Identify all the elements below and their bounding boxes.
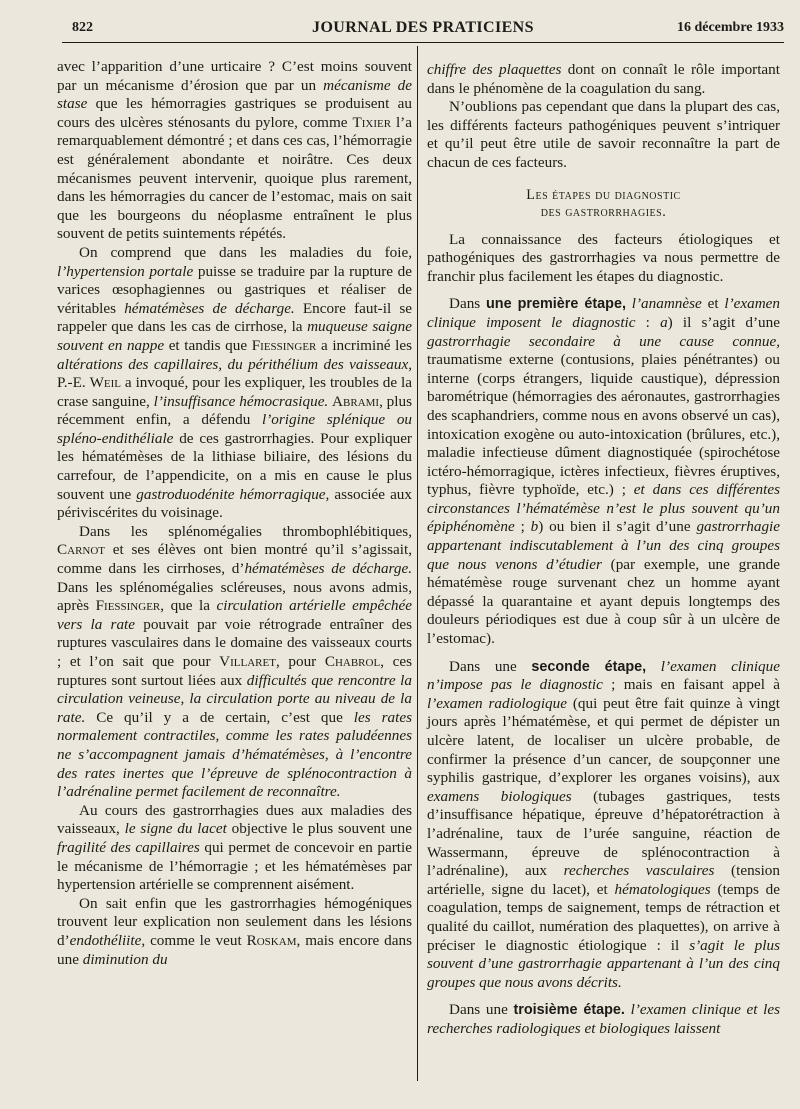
text-run: objective le plus souvent une [226, 820, 412, 838]
text-run: puisse se traduire par la rupture de varices œsophagiennes ou gastriques et réaliser de véritables [57, 262, 412, 317]
text-run: et [701, 295, 725, 313]
text-run: , comme le veut [141, 931, 247, 949]
text-run: Dans [449, 295, 487, 313]
text-run: , mais encore dans une [57, 931, 412, 968]
italic-run: l’hypertension portale [57, 262, 194, 280]
text-run: de ces gastrorrhagies. Pour expliquer les hématémèses de la lithiase biliaire, des lésions du carrefour, de l’appendicite, on a mis en cause le plus souvent une [57, 429, 412, 503]
text-run: Dans les splénomégalies thrombophlébitiques, [79, 522, 412, 540]
text-run: qui permet de concevoir en partie le mécanisme de l’hémorragie ; et les hématémèses par hypertension artérielle se comprennent aisément. [57, 838, 412, 894]
text-run: traumatisme externe (contusions, plaies pénétrantes) ou interne (corps étrangers, liquide caustique), dépression barométrique (hémorragies des aéronautes, gastrorrhagies des scaphandriers, comme nous en avons observé un cas), intoxication exogène ou auto-intoxication (brûlures, etc.), maladie infectieuse dûment diagnostiquée (spirochétose ictéro-hémorragique, ictères infectieux, fièvres éruptives, typhus, fièvre typhoïde, etc.) ; [427, 351, 780, 499]
author-name: Fiessinger [95, 597, 161, 615]
right-column [427, 61, 780, 1039]
text-run: , plus récemment enfin, a défendu [57, 392, 412, 429]
italic-run: a [660, 313, 668, 331]
paragraph [427, 98, 780, 172]
text-run: (par exemple, une grande hématémèse rouge survenant chez un homme ayant dépassé la quarantaine et ayant depuis longtemps des douleurs périodiques est due à coup sûr à un ulcère de l’estomac). [427, 555, 780, 648]
author-name: Roskam [246, 931, 297, 949]
text-run: Ce qu’il y a de certain, c’est que [85, 708, 354, 726]
italic-run: endothéliite [69, 931, 142, 949]
text-run: et ses élèves ont bien montré qu’il s’agissait, comme dans les cirrhoses, d’ [57, 541, 412, 578]
text-run [646, 658, 661, 675]
text-run: , pour [275, 653, 325, 670]
italic-run: l’examen clinique n’impose pas le diagnostic [427, 657, 780, 694]
author-name: Villaret [219, 653, 276, 670]
text-run: dont on connaît le rôle important dans le phénomène de la coagulation du sang. [427, 61, 780, 97]
paragraph [427, 295, 780, 648]
text-run: que les hémorragies gastriques se produisent au cours des ulcères sténosants du pylore, comme [57, 95, 412, 131]
text-run: l’a remarquablement démontré ; et dans ces cas, l’hémorragie est généralement abondante et noirâtre. Ces deux mécanismes peuvent intervenir, quoique plus rarement, dans les hémorragies du cancer de l’estomac, mais on sait que les bourgeons du néoplasme entraînent le plus souvent de petits suintements répétés. [57, 113, 412, 243]
text-run: a incriminé les [316, 336, 413, 354]
author-name: Abrami [332, 392, 380, 410]
italic-run: gastroduodénite hémorragique, [136, 485, 330, 503]
text-run: Dans une [449, 657, 532, 675]
paragraph [427, 61, 780, 98]
column-divider [417, 46, 418, 1081]
text-run: avec l’apparition d’une urticaire ? C’est moins souvent par un mécanisme d’érosion que par un [57, 58, 412, 94]
paragraph [57, 58, 412, 244]
text-run: et tandis que [164, 336, 252, 354]
page-number: 822 [72, 20, 93, 35]
italic-run: mécanisme de stase [57, 76, 413, 113]
text-run: (tubages gastriques, tests d’insuffisance hépatique, épreuve d’hépatorétraction à l’adrénaline, taux de l’urée sanguine, réaction de Wassermann, épreuve de splénocontraction à l’adrénaline), aux [427, 787, 780, 880]
text-run: (tension artérielle, signe du lacet), et [427, 862, 780, 898]
section-heading-line: Les étapes du diagnostic [526, 186, 681, 203]
italic-run: l’insuffisance hémocrasique. [153, 392, 329, 410]
text-run: ) ou bien il s’agit d’une [538, 518, 697, 536]
text-run: On sait enfin que les gastrorrhagies hémogéniques trouvent leur explication non seulement dans les lésions d’ [57, 894, 412, 949]
italic-run: hématologiques [614, 880, 711, 898]
journal-title: JOURNAL DES PRATICIENS [312, 19, 534, 36]
text-run: ; mais en faisant appel à [602, 676, 780, 694]
italic-run: b [530, 518, 539, 536]
italic-run: difficultés que rencontre la circulation veineuse, la circulation porte au niveau de la rate. [57, 671, 412, 726]
italic-run: l’examen clinique et les recherches radiologiques et biologiques laissent [427, 1001, 780, 1037]
italic-run: altérations des capillaires, du périthélium des vaisseaux, [57, 355, 412, 373]
italic-run: l’anamnèse [631, 295, 702, 313]
paragraph [57, 802, 412, 895]
section-heading-line: des gastrorrhagies. [540, 203, 667, 220]
bold-run: seconde étape, [531, 658, 647, 675]
text-run: Au cours des gastrorrhagies dues aux maladies des vaisseaux, [57, 801, 412, 838]
italic-run: fragilité des capillaires [57, 838, 200, 856]
italic-run: gastrorrhagie secondaire à une cause connue, [427, 332, 780, 350]
author-name: Carnot [57, 541, 106, 559]
italic-run: diminution du [82, 950, 168, 968]
italic-run: s’agit le plus souvent d’une gastrorrhagie appartenant à l’un des cinq groupes que nous avons décrits. [427, 936, 780, 991]
italic-run: et dans ces différentes circonstances l’hématémèse n’est le plus souvent qu’un épiphénomène [427, 481, 780, 536]
italic-run: l’examen clinique imposent le diagnostic [427, 295, 781, 331]
paragraph [57, 523, 412, 802]
author-name: Weil [89, 374, 122, 392]
text-run: (temps de coagulation, temps de saignement, temps de rétraction et qualité du caillot, numération des plaquettes), on arrive à préciser le diagnostic étiologique : il [427, 880, 781, 954]
text-run: Dans une [449, 1001, 514, 1019]
italic-run: recherches vasculaires [563, 862, 715, 880]
italic-run: hématémèses de décharge. [244, 560, 413, 578]
text-run: associée aux périviscérites du voisinage. [57, 485, 412, 522]
italic-run: hématémèses de décharge. [124, 299, 295, 317]
italic-run: examens biologiques [427, 787, 572, 805]
text-run: ) il s’agit d’une [667, 313, 780, 331]
issue-date: 16 décembre 1933 [676, 20, 784, 35]
text-run: Encore faut-il se rappeler que dans les cas de cirrhose, la [57, 299, 412, 336]
italic-run: chiffre des plaquettes [427, 61, 562, 78]
author-name: Chabrol [324, 653, 381, 670]
paragraph [427, 1001, 780, 1038]
text-run: , que la [160, 597, 217, 615]
italic-run: gastrorrhagie appartenant indiscutablement à l’un des cinq groupes que nous venons d’étudier [427, 518, 780, 573]
paragraph [427, 231, 780, 287]
italic-run: muqueuse saigne souvent en nappe [57, 318, 412, 354]
paragraph [427, 658, 780, 993]
italic-run: le signe du lacet [124, 820, 227, 838]
text-run: pouvait par voie rétrograde entraîner des ruptures vasculaires dans le domaine des vaisseaux courts ; et l’on sait que pour [57, 615, 412, 670]
italic-run: l’origine splénique ou spléno-endithéliale [57, 411, 413, 447]
text-run: On comprend que dans les maladies du foie, [79, 243, 412, 261]
section-heading [427, 187, 780, 221]
text-run: N’oublions pas cependant que dans la plupart des cas, les différents facteurs pathogéniques peuvent s’intriquer et qu’il peut être utile de savoir reconnaître la part de chacun de ces facteurs. [427, 98, 780, 171]
text-run: a invoqué, pour les expliquer, les troubles de la crase sanguine, [57, 374, 412, 410]
page-header [62, 16, 784, 43]
author-name: Fiessinger [251, 336, 317, 354]
italic-run: les rates normalement contractiles, comme les rates paludéennes ne s’accompagnent jamais d’hématémèses, à l’encontre des rates inertes que l’épreuve de splénocontraction à l’adrénaline permet facilement de reconnaître. [57, 708, 412, 801]
text-run: ; [514, 518, 531, 536]
text-run: Dans les splénomégalies scléreuses, nous avons admis, après [57, 578, 412, 615]
left-column [57, 58, 412, 969]
italic-run: circulation artérielle empêchée vers la rate [57, 597, 412, 633]
paragraph [57, 244, 412, 523]
paragraph [57, 895, 412, 969]
text-run: La connaissance des facteurs étiologiques et pathogéniques des gastrorrhagies va nous permettre de franchir plus facilement les étapes du diagnostic. [427, 230, 780, 285]
text-run: , ces ruptures sont surtout liées aux [57, 653, 412, 689]
text-run: : [635, 313, 661, 331]
italic-run: l’examen radiologique [427, 694, 567, 712]
text-run: P.-E. [57, 374, 90, 392]
text-run: (qui peut être fait quinze à vingt jours après l’hématémèse, et qui permet de dépister un ulcère latent, de localiser un ulcère probable, de confirmer la présence d’un cancer, de soupçonner une syphilis gastrique, d’explorer les organes voisins), aux [427, 694, 780, 787]
bold-run: troisième étape. [513, 1002, 625, 1019]
author-name: Tixier [352, 113, 392, 131]
bold-run: une première étape, [486, 296, 626, 313]
